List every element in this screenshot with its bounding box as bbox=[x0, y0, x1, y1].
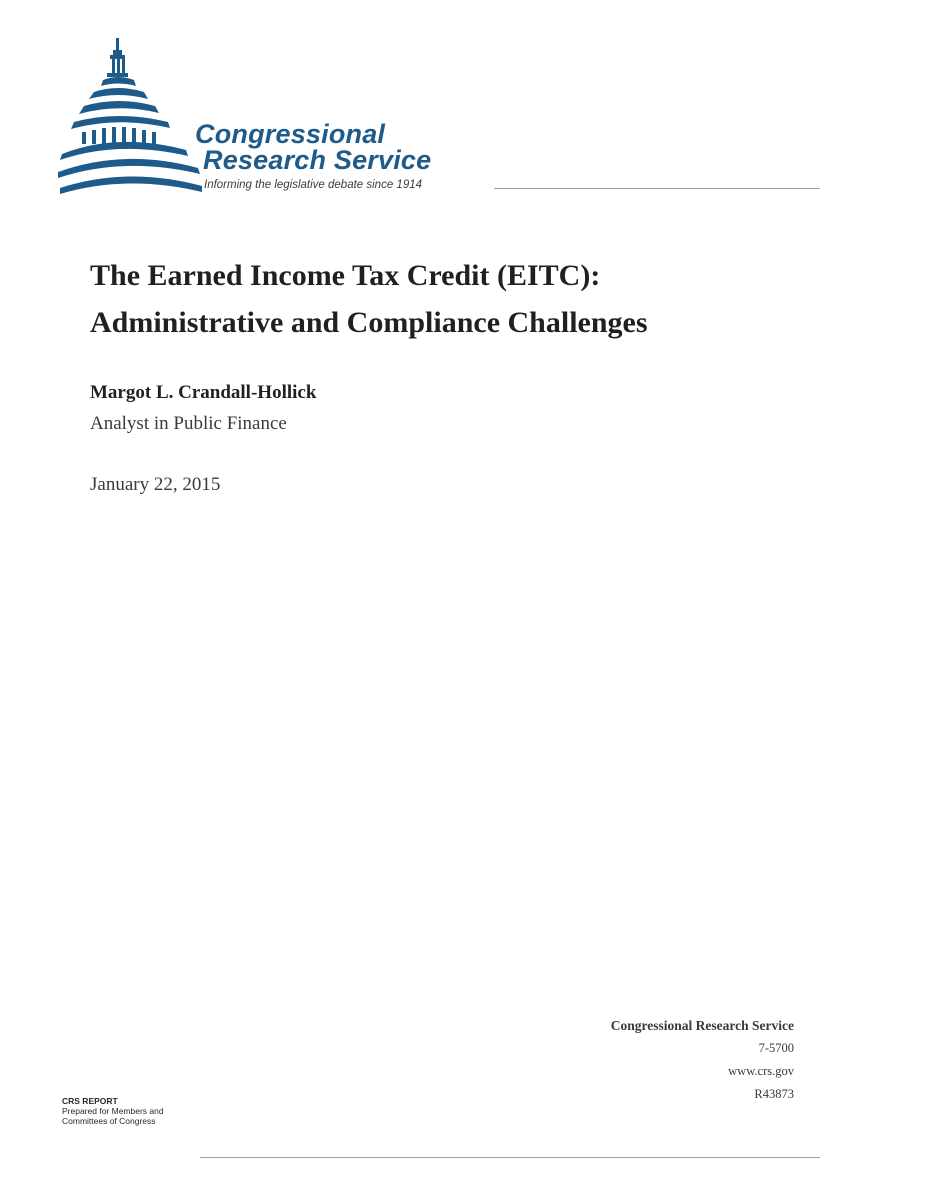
report-title bbox=[90, 252, 850, 346]
footer-divider bbox=[200, 1157, 820, 1158]
crs-report-label: CRS REPORT bbox=[62, 1096, 118, 1106]
capitol-dome-icon bbox=[58, 36, 203, 194]
header-divider bbox=[494, 188, 820, 189]
footer-org: Congressional Research Service bbox=[610, 1018, 794, 1033]
footer-website: www.crs.gov bbox=[728, 1064, 794, 1078]
report-title-line2: Administrative and Compliance Challenges bbox=[90, 306, 648, 339]
crs-report-block bbox=[62, 1096, 164, 1126]
author-role: Analyst in Public Finance bbox=[90, 413, 287, 434]
org-name-line2: Research Service bbox=[203, 145, 432, 175]
author-name: Margot L. Crandall-Hollick bbox=[90, 382, 317, 403]
report-title-line1: The Earned Income Tax Credit (EITC): bbox=[90, 259, 601, 292]
footer-phone: 7-5700 bbox=[758, 1041, 794, 1055]
footer-report-number: R43873 bbox=[754, 1087, 794, 1101]
org-tagline: Informing the legislative debate since 1914 bbox=[204, 179, 423, 191]
prepared-for-line1: Prepared for Members and bbox=[62, 1106, 164, 1116]
prepared-for-line2: Committees of Congress bbox=[62, 1116, 156, 1126]
footer-info bbox=[611, 1014, 794, 1106]
org-name-line1: Congressional bbox=[195, 119, 386, 149]
report-date: January 22, 2015 bbox=[90, 474, 221, 495]
